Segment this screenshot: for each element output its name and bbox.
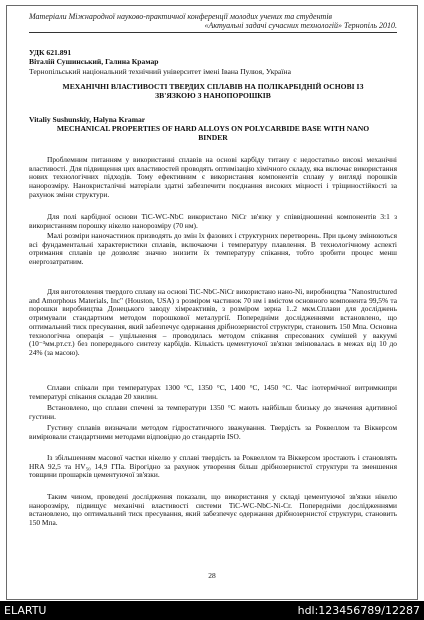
header-rule: [29, 32, 397, 33]
paragraph-3: Малі розміри наночастинок призводять до змін їх фазових і структурних перетворень. При цьому змінюються всі фундаментальні характеристики сплавів, включаючи і температуру плавлення. В технологічному аспекті отримання сплавів це дозволяє значно знизити їх температуру спікання, тобто зробити процес менш енергозатратним.: [29, 231, 397, 267]
authors-en: Vitaliy Sushunskiy, Halyna Kramar: [29, 115, 146, 124]
paragraph-6: Встановлено, що сплави спечені за температури 1350 °С мають найбільш близьку до значення адитивної густини.: [29, 403, 397, 421]
udc-code: УДК 621.891: [29, 48, 72, 57]
running-header: [29, 12, 397, 30]
paragraph-7: Густину сплавів визначали методом гідростатичного зважування. Твердість за Роквеллом та Віккерсом вимірювали стандартними методами відповідно до стандартів ISO.: [29, 423, 397, 441]
paragraph-5: Сплави спікали при температурах 1300 °С, 1350 °С, 1400 °С, 1450 °С. Час ізотермічної витримкипри температурі спікання складав 20 хвилин.: [29, 383, 397, 401]
header-line-2: «Актуальні задачі сучасних технологій» Тернопіль 2010.: [204, 21, 397, 30]
repository-name: ELARTU: [4, 604, 47, 617]
title-en: MECHANICAL PROPERTIES OF HARD ALLOYS ON POLYCARBIDE BASE WITH NANO BINDER: [56, 124, 370, 142]
handle-id: hdl:123456789/12287: [297, 604, 420, 617]
header-line-1: Матеріали Міжнародної науково-практичної конференції молодих учених та студентів: [29, 12, 333, 21]
page-number: 28: [208, 571, 216, 580]
affiliation: Тернопільський національний технічний університет імені Івана Пулюя, Україна: [29, 67, 291, 76]
document-page: [6, 5, 418, 600]
paragraph-9: Таким чином, проведені дослідження показали, що використання у складі цементуючої зв'язки нікелю нанорозміру, підвищує механічні властивості системи TiC-WC-NbC-Ni-Cr. Попередніми дослідженнями встановлено, що оптимальний тиск пресування, який забезпечує одержання дрібнозернистої структури, становить 150 Мпа.: [29, 492, 397, 528]
title-ua: МЕХАНІЧНІ ВЛАСТИВОСТІ ТВЕРДИХ СПЛАВІВ НА ПОЛІКАРБІДНІЙ ОСНОВІ ІЗ ЗВ'ЯЗКОЮ З НАНОПОРОШКІВ: [62, 82, 364, 100]
paragraph-1: Проблемним питанням у використанні сплавів на основі карбіду титану є недостатньо високі механічні властивості. Для підвищення цих властивостей проводять оптимізацію хімічного складу, яка включає використання нових технологічних підходів. Тому ефективним є використання компонентів сплаву у вигляді порошків нанорозміру. Нанокристалічні матеріали здатні забезпечити поєднання високих міцності і тріщиностійкості за рахунок зміни структури.: [29, 155, 397, 199]
paragraph-2: Для полі карбідної основи TiC-WC-NbC використано NiCr зв'язку у співвідношенні компонентів 3:1 з використанням порошку нікелю нанорозміру (70 нм).: [29, 212, 397, 230]
paragraph-8: Із збільшенням масової частки нікелю у сплаві твердість за Роквеллом та Віккерсом зростають і становлять HRA 92,5 та HV₅₀ 14,9 ГПа. Вірогідно за рахунок утворення більш дрібнозернистої структури та зменшення товщини прошарків цементуючої зв'язки.: [29, 453, 397, 480]
authors-ua: Віталій Сушинський, Галина Крамар: [29, 57, 159, 66]
paragraph-4: Для виготовлення твердого сплаву на основі TiC-NbC-NiCr використано нано-Ni, виробництва "Nanostructured and Amorphous Materials, Inc" (Houston, USA) з розміром частинок 70 нм і вмістом основного компонента 99,5% та порошки виробництва Донецького заводу хімреактивів, з розміром зерна 1..2 мкм.Сплави для досліджень отримували стандартним методом порошкової металургії. Попередніми дослідженнями встановлено, що оптимальний тиск пресування, який забезпечує одержання дрібнозернистої структури, становить 150 Мпа. Основна технологічна операція – ущільнення – проводилась методом спікання спресованих сумішей у вакуумі (10⁻³мм.рт.ст.) без попереднього синтезу карбідів. Кількість цементуючої зв'язки змінювалась в межах від 10 до 24% (за масою).: [29, 287, 397, 357]
repository-footer-bar: [0, 601, 424, 620]
